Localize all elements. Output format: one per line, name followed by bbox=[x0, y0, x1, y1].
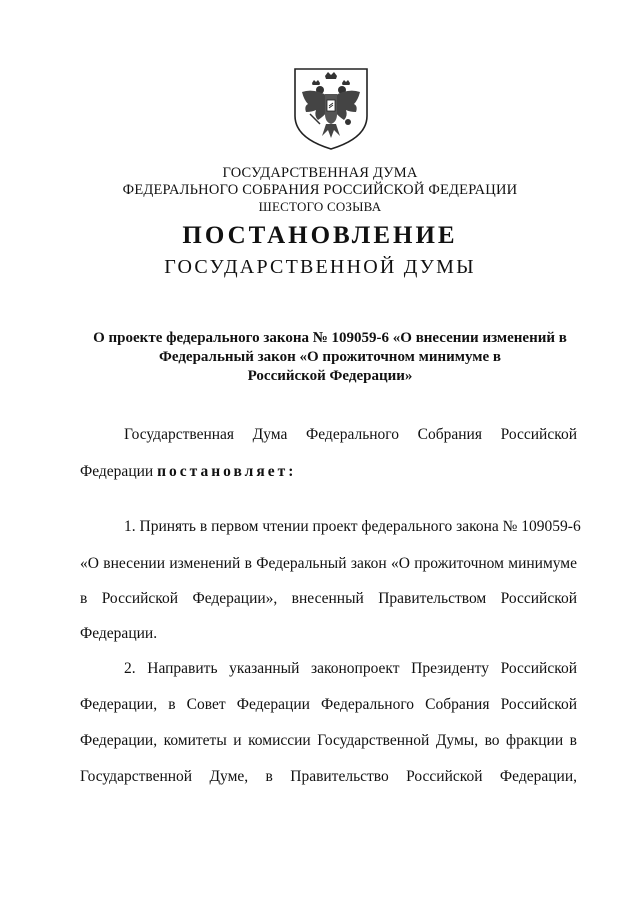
coat-of-arms-icon bbox=[292, 66, 370, 152]
preamble-line-1: Государственная Дума Федерального Собрания Российской bbox=[124, 426, 577, 443]
subject-line-1: О проекте федерального закона № 109059-6 «О внесении изменений в bbox=[93, 330, 567, 346]
item1-line-2: «О внесении изменений в Федеральный закон «О прожиточном минимуме bbox=[80, 555, 577, 572]
preamble-line-2-start: Федерации bbox=[80, 463, 158, 480]
item2-line-2: Федерации, в Совет Федерации Федерального Собрания Российской bbox=[80, 696, 577, 713]
item1-line-4: Федерации. bbox=[80, 625, 158, 642]
item2-line-4: Государственной Думе, в Правительство Российской Федерации, bbox=[80, 768, 577, 785]
document-title: ПОСТАНОВЛЕНИЕ bbox=[182, 222, 458, 249]
subject-line-3: Российской Федерации» bbox=[247, 368, 413, 384]
header-line-1: ГОСУДАРСТВЕННАЯ ДУМА bbox=[222, 165, 418, 181]
subject-line-2: Федеральный закон «О прожиточном минимуме в bbox=[158, 349, 502, 365]
preamble-line-2 bbox=[80, 463, 296, 481]
item1-line-3: в Российской Федерации», внесенный Правительством Российской bbox=[80, 590, 577, 607]
item2-line-1: 2. Направить указанный законопроект Президенту Российской bbox=[124, 660, 577, 677]
item2-line-3: Федерации, комитеты и комиссии Государственной Думы, во фракции в bbox=[80, 732, 577, 749]
header-line-2: ФЕДЕРАЛЬНОГО СОБРАНИЯ РОССИЙСКОЙ ФЕДЕРАЦИИ bbox=[122, 182, 518, 198]
item1-line-1: 1. Принять в первом чтении проект федерального закона № 109059-6 bbox=[124, 518, 581, 535]
header-line-3: ШЕСТОГО СОЗЫВА bbox=[258, 199, 382, 214]
document-subtitle: ГОСУДАРСТВЕННОЙ ДУМЫ bbox=[164, 256, 476, 278]
preamble-resolves: постановляет: bbox=[157, 463, 297, 480]
document-subject bbox=[60, 329, 600, 386]
